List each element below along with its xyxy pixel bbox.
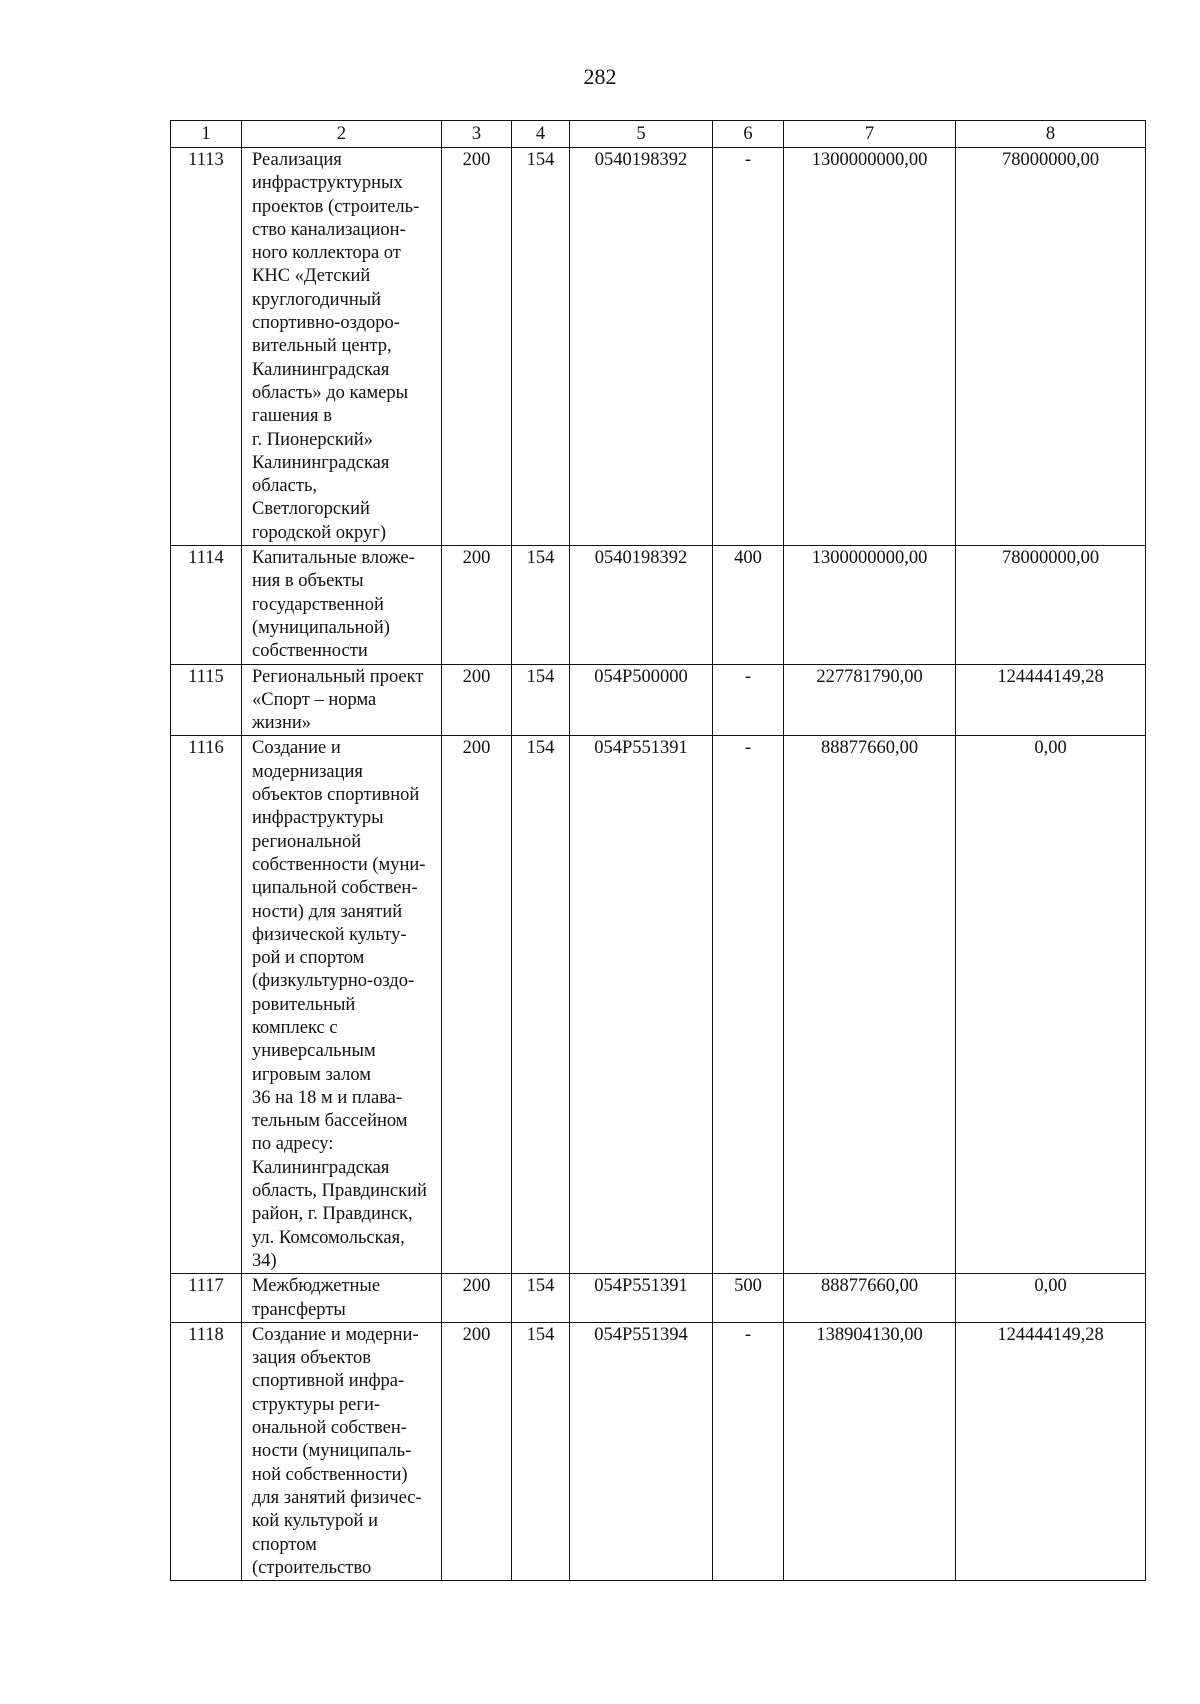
table-body xyxy=(171,148,1146,1581)
column-3-cell: 200 xyxy=(442,148,512,546)
column-8-cell: 78000000,00 xyxy=(956,148,1146,546)
item-name-line: универсальным xyxy=(252,1041,376,1062)
column-3-cell: 200 xyxy=(442,736,512,1274)
item-name-line: игровым залом xyxy=(252,1064,372,1085)
item-name-line: жизни» xyxy=(252,713,312,734)
item-name-cell xyxy=(242,1274,442,1323)
item-name-line: кой культурой и xyxy=(252,1511,378,1532)
item-name-line: ной собственности) xyxy=(252,1464,408,1485)
item-name-line: ципальной собствен- xyxy=(252,878,418,899)
item-name-line: собственности xyxy=(252,641,368,662)
item-name-line: инфраструктурных xyxy=(252,173,403,194)
column-7-cell: 1300000000,00 xyxy=(784,148,956,546)
item-name-line: ния в объекты xyxy=(252,571,364,592)
column-7-cell: 138904130,00 xyxy=(784,1322,956,1580)
item-name-line: ности) для занятий xyxy=(252,901,403,922)
item-name-line: Капитальные вложе- xyxy=(252,548,415,569)
column-3-cell: 200 xyxy=(442,1274,512,1323)
item-name-line: трансферты xyxy=(252,1299,346,1320)
item-name-line: региональной xyxy=(252,831,362,852)
row-number-cell: 1113 xyxy=(171,148,242,546)
item-name-line: область, xyxy=(252,476,318,497)
column-6-cell: 500 xyxy=(713,1274,784,1323)
column-5-cell: 0540198392 xyxy=(570,546,713,664)
column-8-cell: 124444149,28 xyxy=(956,664,1146,736)
column-3-cell: 200 xyxy=(442,664,512,736)
row-number-cell: 1118 xyxy=(171,1322,242,1580)
item-name-line: физической культу- xyxy=(252,924,407,945)
item-name-line: Калининградская xyxy=(252,1157,390,1178)
row-number-cell: 1115 xyxy=(171,664,242,736)
item-name-line: Калининградская xyxy=(252,452,390,473)
item-name-line: рой и спортом xyxy=(252,948,365,969)
item-name-line: ональной собствен- xyxy=(252,1418,407,1439)
column-5-cell: 054Р551391 xyxy=(570,1274,713,1323)
item-name-line: Межбюджетные xyxy=(252,1276,381,1297)
item-name-line: комплекс с xyxy=(252,1017,338,1038)
table-row xyxy=(171,736,1146,1274)
table-row xyxy=(171,546,1146,664)
item-name-line: для занятий физичес- xyxy=(252,1487,422,1508)
column-8-cell: 0,00 xyxy=(956,736,1146,1274)
item-name-line: спортом xyxy=(252,1534,317,1555)
item-name-line: спортивно-оздоро- xyxy=(252,313,400,334)
column-7-cell: 88877660,00 xyxy=(784,736,956,1274)
item-name-line: г. Пионерский» xyxy=(252,429,373,450)
item-name-line: вительный центр, xyxy=(252,336,392,357)
item-name-line: Калининградская xyxy=(252,359,390,380)
column-5-cell: 054Р551391 xyxy=(570,736,713,1274)
column-4-cell: 154 xyxy=(512,664,570,736)
item-name-line: (строительство xyxy=(252,1557,372,1578)
column-header-7: 7 xyxy=(784,121,956,148)
column-8-cell: 78000000,00 xyxy=(956,546,1146,664)
column-header-3: 3 xyxy=(442,121,512,148)
column-5-cell: 054Р551394 xyxy=(570,1322,713,1580)
item-name-cell xyxy=(242,664,442,736)
item-name-line: область» до камеры xyxy=(252,382,409,403)
budget-table xyxy=(170,120,1146,1581)
item-name-line: область, Правдинский xyxy=(252,1181,427,1202)
column-5-cell: 0540198392 xyxy=(570,148,713,546)
column-7-cell: 88877660,00 xyxy=(784,1274,956,1323)
column-header-6: 6 xyxy=(713,121,784,148)
column-6-cell: 400 xyxy=(713,546,784,664)
column-6-cell: - xyxy=(713,736,784,1274)
item-name-line: по адресу: xyxy=(252,1134,334,1155)
item-name-line: структуры реги- xyxy=(252,1394,381,1415)
column-4-cell: 154 xyxy=(512,1322,570,1580)
column-header-5: 5 xyxy=(570,121,713,148)
item-name-line: ного коллектора от xyxy=(252,243,401,264)
column-7-cell: 1300000000,00 xyxy=(784,546,956,664)
header-row xyxy=(171,121,1146,148)
item-name-line: зация объектов xyxy=(252,1348,372,1369)
item-name-line: 34) xyxy=(252,1250,277,1271)
item-name-line: ство канализацион- xyxy=(252,219,406,240)
row-number-cell: 1116 xyxy=(171,736,242,1274)
item-name-line: 36 на 18 м и плава- xyxy=(252,1087,403,1108)
item-name-line: проектов (строитель- xyxy=(252,196,420,217)
item-name-line: ровительный xyxy=(252,994,356,1015)
item-name-line: спортивной инфра- xyxy=(252,1371,405,1392)
column-6-cell: - xyxy=(713,148,784,546)
column-header-2: 2 xyxy=(242,121,442,148)
column-6-cell: - xyxy=(713,1322,784,1580)
item-name-line: собственности (муни- xyxy=(252,854,426,875)
column-3-cell: 200 xyxy=(442,1322,512,1580)
row-number-cell: 1114 xyxy=(171,546,242,664)
row-number-cell: 1117 xyxy=(171,1274,242,1323)
table-row xyxy=(171,1274,1146,1323)
item-name-line: модернизация xyxy=(252,761,363,782)
item-name-line: «Спорт – норма xyxy=(252,689,377,710)
column-4-cell: 154 xyxy=(512,546,570,664)
column-5-cell: 054Р500000 xyxy=(570,664,713,736)
table-row xyxy=(171,148,1146,546)
item-name-line: круглогодичный xyxy=(252,289,382,310)
item-name-line: (муниципальной) xyxy=(252,617,390,638)
item-name-cell xyxy=(242,736,442,1274)
column-4-cell: 154 xyxy=(512,148,570,546)
column-header-4: 4 xyxy=(512,121,570,148)
item-name-line: тельным бассейном xyxy=(252,1111,408,1132)
item-name-line: гашения в xyxy=(252,406,332,427)
item-name-line: КНС «Детский xyxy=(252,266,371,287)
item-name-line: объектов спортивной xyxy=(252,785,420,806)
column-header-8: 8 xyxy=(956,121,1146,148)
column-header-1: 1 xyxy=(171,121,242,148)
column-4-cell: 154 xyxy=(512,736,570,1274)
item-name-line: городской округ) xyxy=(252,522,387,543)
item-name-cell xyxy=(242,148,442,546)
table-row xyxy=(171,664,1146,736)
item-name-line: Реализация xyxy=(252,150,342,170)
item-name-cell xyxy=(242,546,442,664)
item-name-line: (физкультурно-оздо- xyxy=(252,971,415,992)
table-row xyxy=(171,1322,1146,1580)
item-name-line: Создание и модерни- xyxy=(252,1324,419,1345)
item-name-line: Региональный проект xyxy=(252,666,424,687)
item-name-line: инфраструктуры xyxy=(252,808,384,829)
item-name-cell xyxy=(242,1322,442,1580)
item-name-line: государственной xyxy=(252,594,384,615)
column-6-cell: - xyxy=(713,664,784,736)
page-number: 282 xyxy=(583,64,617,89)
column-3-cell: 200 xyxy=(442,546,512,664)
item-name-line: ул. Комсомольская, xyxy=(252,1227,405,1248)
item-name-line: Светлогорский xyxy=(252,499,370,520)
column-7-cell: 227781790,00 xyxy=(784,664,956,736)
column-8-cell: 0,00 xyxy=(956,1274,1146,1323)
item-name-line: район, г. Правдинск, xyxy=(252,1204,413,1225)
item-name-line: ности (муниципаль- xyxy=(252,1441,412,1462)
column-8-cell: 124444149,28 xyxy=(956,1322,1146,1580)
column-4-cell: 154 xyxy=(512,1274,570,1323)
item-name-line: Создание и xyxy=(252,738,341,759)
